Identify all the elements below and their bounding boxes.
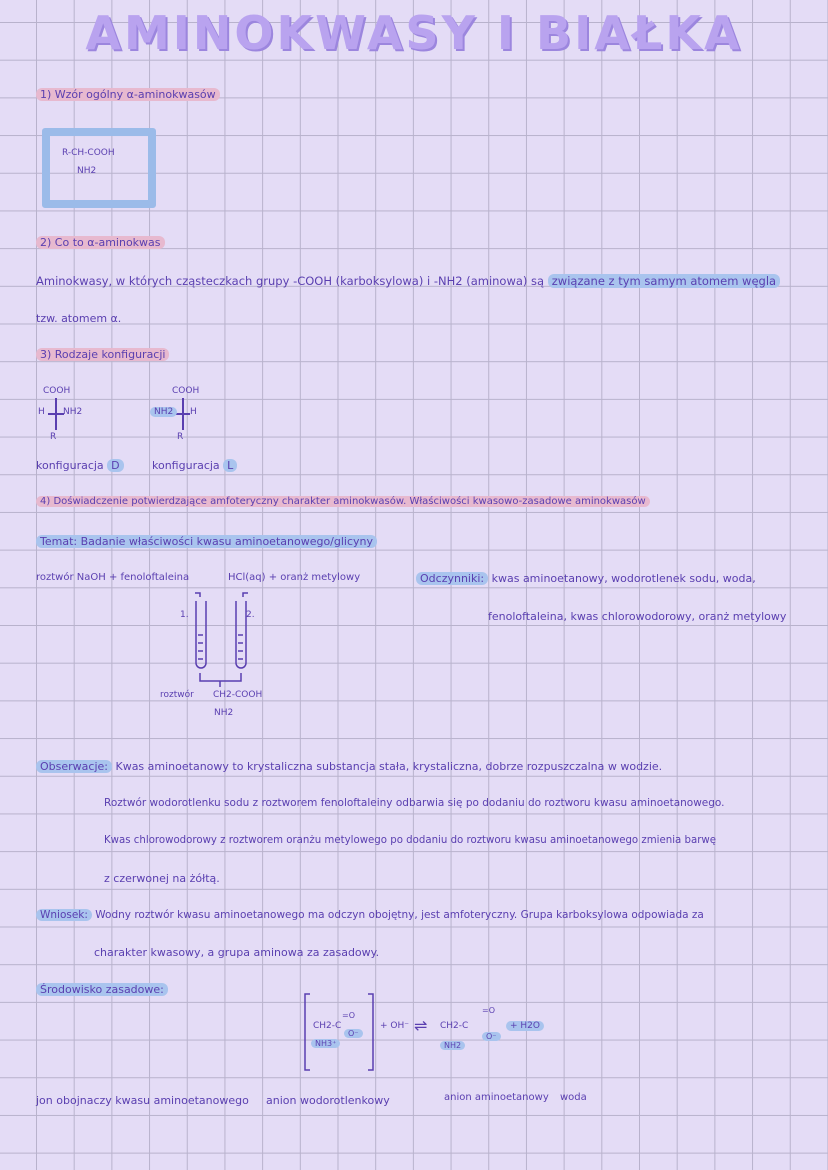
- heading-text: 3) Rodzaje konfiguracji: [36, 348, 169, 361]
- heading-text: 4) Doświadczenie potwierdzające amfoteryczny charakter aminokwasów. Właściwości kwasowo-zasadowe aminokwasów: [36, 496, 650, 507]
- definition-highlight: związane z tym samym atomem węgla: [548, 274, 780, 288]
- label-l: [152, 459, 237, 472]
- tube-2-label: HCl(aq) + oranż metylowy: [228, 572, 361, 583]
- left-o: =O: [342, 1011, 355, 1020]
- label-water: woda: [560, 1092, 587, 1103]
- glycine-nh2: NH2: [214, 708, 234, 718]
- fischer-top: COOH: [172, 386, 200, 396]
- fischer-bottom: R: [177, 432, 184, 442]
- tube-1-number: 1.: [180, 610, 189, 620]
- observations-line-3: Kwas chlorowodorowy z roztworem oranżu metylowego po dodaniu do roztworu kwasu aminoetanowego zmienia barwę: [104, 835, 717, 846]
- equilibrium-arrow-icon: ⇌: [414, 1016, 428, 1035]
- water: + H2O: [506, 1021, 544, 1031]
- conclusion-label: Wniosek:: [36, 909, 92, 921]
- label-anion: anion aminoetanowy: [444, 1092, 549, 1103]
- section-4-heading: [36, 496, 650, 507]
- label-letter: L: [223, 459, 237, 472]
- observations-label: Obserwacje:: [36, 760, 112, 773]
- conclusion-line-2: charakter kwasowy, a grupa aminowa za zasadowy.: [94, 946, 380, 959]
- page-title: AMINOKWASY I BIAŁKA: [85, 6, 743, 60]
- glycine-label: roztwór: [160, 690, 194, 700]
- glycine-formula: CH2-COOH: [213, 690, 263, 700]
- heading-text: Środowisko zasadowe:: [36, 983, 168, 996]
- section-2-heading: [36, 236, 165, 249]
- reagents-line-2: fenoloftaleina, kwas chlorowodorowy, oranż metylowy: [488, 610, 787, 623]
- reagents-line-1: [416, 572, 756, 585]
- label-text: konfiguracja: [152, 459, 224, 472]
- section-3-heading: [36, 348, 169, 361]
- fischer-top: COOH: [43, 386, 71, 396]
- definition-line-2: tzw. atomem α.: [36, 312, 122, 325]
- left-o-minus: O⁻: [344, 1029, 363, 1038]
- tube-2-number: 2.: [246, 610, 255, 620]
- fischer-left: H: [38, 407, 45, 417]
- observations-text: Kwas aminoetanowy to krystaliczna substancja stała, krystaliczna, dobrze rozpuszczalna w wodzie.: [115, 760, 663, 773]
- topic-text: Badanie właściwości kwasu aminoetanowego/glicyny: [80, 535, 374, 548]
- right-o-minus: O⁻: [482, 1032, 501, 1041]
- reagents-text: kwas aminoetanowy, wodorotlenek sodu, woda,: [491, 572, 756, 585]
- left-formula: CH2-C: [313, 1021, 342, 1031]
- observations-line-2: Roztwór wodorotlenku sodu z roztworem fenoloftaleiny odbarwia się po dodaniu do roztworu kwasu aminoetanowego.: [104, 797, 725, 809]
- definition-text: Aminokwasy, w których cząsteczkach grupy -COOH (karboksylowa) i -NH2 (aminowa) są: [36, 274, 548, 288]
- bracket-icon: [300, 992, 380, 1074]
- conclusion-line-1: [36, 909, 704, 921]
- observations-line-4: z czerwonej na żółtą.: [104, 872, 220, 885]
- test-tubes-icon: [170, 585, 270, 695]
- fischer-right: H: [190, 407, 197, 417]
- heading-text: 2) Co to α-aminokwas: [36, 236, 165, 249]
- general-formula-nh2: NH2: [77, 166, 97, 176]
- fischer-right: NH2: [63, 407, 83, 417]
- left-nh3: NH3⁺: [311, 1039, 340, 1048]
- topic: [36, 535, 377, 548]
- heading-text: 1) Wzór ogólny α-aminokwasów: [36, 88, 220, 101]
- right-formula: CH2-C: [440, 1021, 469, 1031]
- reagents-label: Odczynniki:: [416, 572, 488, 585]
- general-formula: R-CH-COOH: [62, 148, 115, 158]
- topic-label: Temat:: [40, 535, 78, 548]
- conclusion-text: Wodny roztwór kwasu aminoetanowego ma odczyn obojętny, jest amfoteryczny. Grupa karboksylowa odpowiada za: [95, 909, 704, 921]
- right-o: =O: [482, 1006, 495, 1015]
- label-hydroxide: anion wodorotlenkowy: [266, 1094, 390, 1107]
- right-nh2: NH2: [440, 1041, 465, 1050]
- formula-box: [42, 128, 156, 208]
- section-5-heading: [36, 983, 168, 996]
- label-zwitterion: jon obojnaczy kwasu aminoetanowego: [36, 1094, 249, 1107]
- fischer-left: NH2: [150, 407, 177, 417]
- fischer-bottom: R: [50, 432, 57, 442]
- observations-line-1: [36, 760, 662, 773]
- definition-line-1: [36, 274, 780, 288]
- label-d: [36, 459, 124, 472]
- tube-1-label: roztwór NaOH + fenoloftaleina: [36, 572, 190, 583]
- hydroxide: + OH⁻: [380, 1021, 410, 1031]
- label-text: konfiguracja: [36, 459, 108, 472]
- section-1-heading: [36, 88, 220, 101]
- label-letter: D: [107, 459, 123, 472]
